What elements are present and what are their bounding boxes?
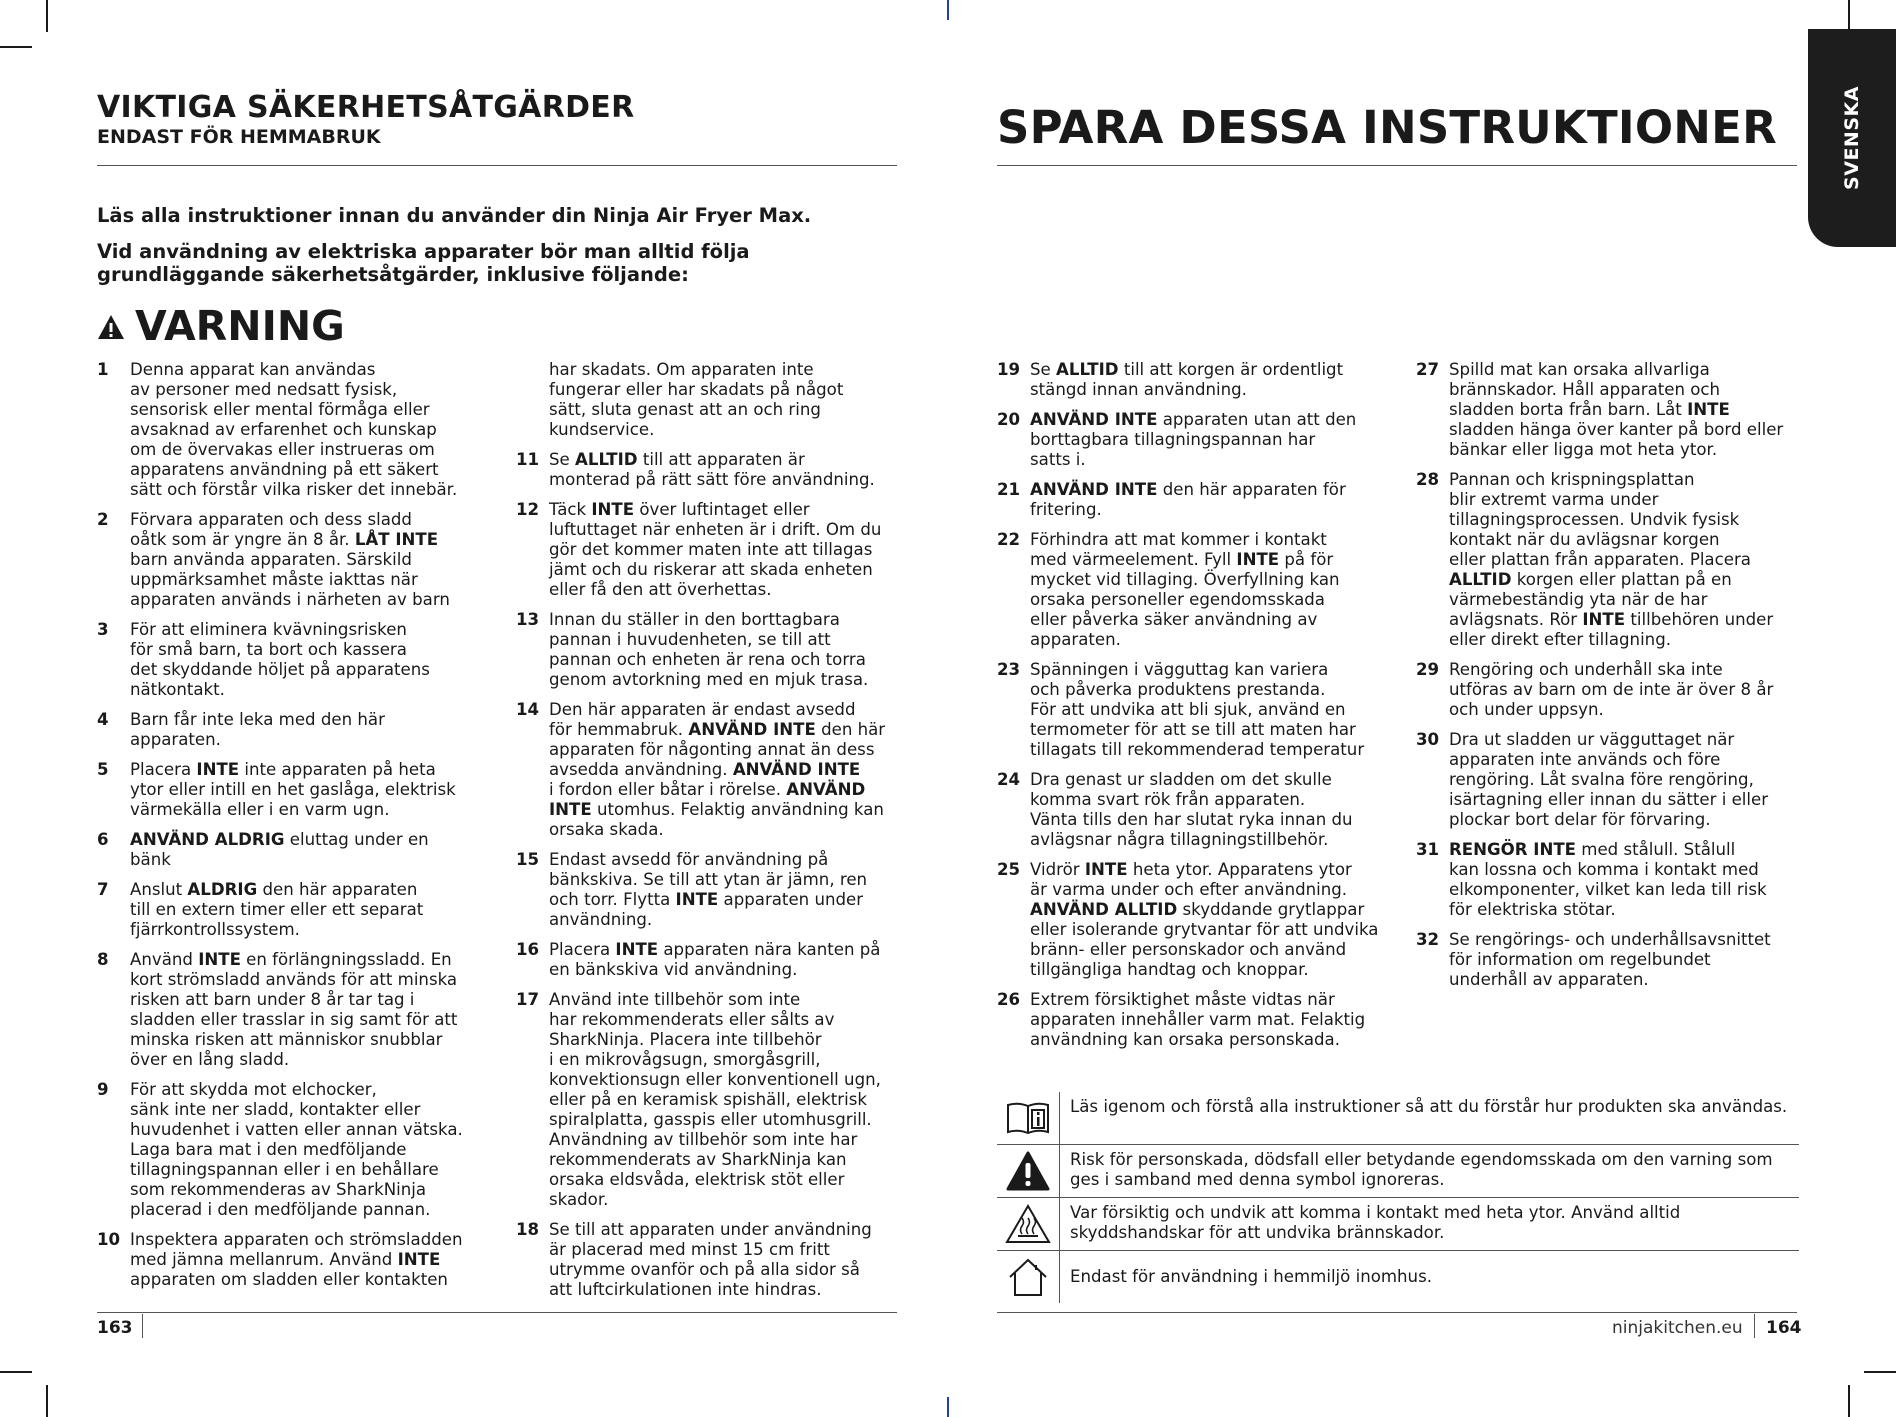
item-text: Se ALLTID till att apparaten är monterad på rätt sätt före användning.: [549, 450, 875, 489]
list-item: [516, 500, 906, 600]
item-number: 2: [97, 510, 109, 529]
list-item: [516, 360, 906, 440]
item-number: 23: [997, 660, 1021, 679]
list-item: [97, 760, 487, 820]
item-text: Den här apparaten är endast avsedd för hemmabruk. ANVÄND INTE den här apparaten för någonting annat än dess avsedda användning. ANVÄND INTE i fordon eller båtar i rörelse. ANVÄND INTE utomhus. Felaktig användning kan orsaka skada.: [549, 700, 886, 839]
header-rule-left: [97, 165, 897, 166]
crop-mark: [46, 0, 48, 32]
item-number: 8: [97, 950, 109, 969]
warning-heading: [97, 302, 345, 350]
page-number-right: 164: [1766, 1318, 1802, 1338]
item-number: 13: [516, 610, 540, 629]
item-number: 15: [516, 850, 540, 869]
intro-line-1: Läs alla instruktioner innan du använder din Ninja Air Fryer Max.: [97, 204, 812, 227]
symbol-description: Var försiktig och undvik att komma i kontakt med heta ytor. Använd alltid skyddshandskar för att undvika brännskador.: [1070, 1203, 1681, 1242]
item-number: 30: [1416, 730, 1440, 749]
list-item: [97, 710, 487, 750]
item-number: 7: [97, 880, 109, 899]
item-text: Dra ut sladden ur vägguttaget när apparaten inte används och före rengöring. Låt svalna före rengöring, isärtagning eller innan du sätter i eller plockar bort delar för förvaring.: [1449, 730, 1769, 829]
crop-mark: [46, 1385, 48, 1417]
list-item: [97, 1230, 487, 1290]
item-number: 10: [97, 1230, 121, 1249]
item-text: Anslut ALDRIG den här apparaten till en extern timer eller ett separat fjärrkontrollssystem.: [130, 880, 424, 939]
item-number: 5: [97, 760, 109, 779]
footer-rule-left: [97, 1312, 897, 1313]
list-item: [997, 770, 1387, 850]
item-number: 3: [97, 620, 109, 639]
item-number: 18: [516, 1220, 540, 1239]
item-number: 4: [97, 710, 109, 729]
column-2: [516, 360, 906, 1310]
list-item: [516, 1220, 906, 1300]
list-item: [997, 530, 1387, 650]
footer-divider: [1754, 1314, 1755, 1338]
item-text: Innan du ställer in den borttagbara pannan i huvudenheten, se till att pannan och enheten är rena och torra genom avtorkning med en mjuk trasa.: [549, 610, 869, 689]
item-number: 29: [1416, 660, 1440, 679]
warning-heading-label: VARNING: [135, 302, 345, 350]
item-text: Extrem försiktighet måste vidtas när apparaten innehåller varm mat. Felaktig användning kan orsaka personskada.: [1030, 990, 1366, 1049]
right-title: SPARA DESSA INSTRUKTIONER: [997, 101, 1777, 154]
item-number: 12: [516, 500, 540, 519]
crop-mark: [1848, 0, 1850, 32]
item-text: Använd INTE en förlängningssladd. En kort strömsladd används för att minska risken att barn under 8 år tar tag i sladden eller trasslar in sig samt för att minska risken att människor snubblar över en lång sladd.: [130, 950, 458, 1069]
item-text: RENGÖR INTE med stålull. Stålull kan lossna och komma i kontakt med elkomponenter, vilket kan leda till risk för elektriska stötar.: [1449, 840, 1767, 919]
item-text: Spilld mat kan orsaka allvarliga brännskador. Håll apparaten och sladden borta från barn. Låt INTE sladden hänga över kanter på bord eller bänkar eller ligga mot heta ytor.: [1449, 360, 1784, 459]
item-text: har skadats. Om apparaten inte fungerar eller har skadats på något sätt, sluta genast att an och ring kundservice.: [549, 360, 844, 439]
list-item: [997, 860, 1387, 980]
language-tab: [1808, 29, 1896, 247]
list-item: [516, 610, 906, 690]
page-number-left: 163: [97, 1318, 133, 1338]
symbol-table: [997, 1092, 1799, 1303]
crop-mark: [947, 0, 949, 20]
symbol-description: Endast för användning i hemmiljö inomhus.: [1070, 1267, 1432, 1286]
item-number: 1: [97, 360, 109, 379]
list-item: [97, 1080, 487, 1220]
symbol-description: Risk för personskada, dödsfall eller betydande egendomsskada om den varning som ges i samband med denna symbol ignoreras.: [1070, 1150, 1773, 1189]
item-text: ANVÄND INTE apparaten utan att den borttagbara tillagningspannan har satts i.: [1030, 410, 1357, 469]
item-number: 19: [997, 360, 1021, 379]
item-text: Rengöring och underhåll ska inte utföras av barn om de inte är över 8 år och under uppsyn.: [1449, 660, 1774, 719]
symbol-row: [997, 1145, 1799, 1198]
column-1: [97, 360, 487, 1300]
list-item: [997, 990, 1387, 1050]
list-item: [97, 830, 487, 870]
symbol-row: [997, 1251, 1799, 1303]
item-text: Se rengörings- och underhållsavsnittet för information om regelbundet underhåll av apparaten.: [1449, 930, 1771, 989]
item-text: Barn får inte leka med den här apparaten.: [130, 710, 385, 749]
intro-line-2: Vid användning av elektriska apparater bör man alltid följa grundläggande säkerhetsåtgärder, inklusive följande:: [97, 240, 750, 286]
item-number: 16: [516, 940, 540, 959]
list-item: [516, 700, 906, 840]
list-item: [97, 510, 487, 610]
crop-mark: [0, 1371, 32, 1373]
item-text: Placera INTE apparaten nära kanten på en bänkskiva vid användning.: [549, 940, 881, 979]
list-item: [1416, 840, 1806, 920]
left-subtitle: ENDAST FÖR HEMMABRUK: [97, 126, 381, 148]
list-item: [997, 660, 1387, 760]
language-tab-label: SVENSKA: [1841, 86, 1863, 190]
item-text: Denna apparat kan användas av personer med nedsatt fysisk, sensorisk eller mental förmåga eller avsaknad av erfarenhet och kunskap om de övervakas eller instrueras om apparatens användning på ett säkert sätt och förstår vilka risker det innebär.: [130, 360, 458, 499]
item-number: 26: [997, 990, 1021, 1009]
item-number: 24: [997, 770, 1021, 789]
item-text: Se till att apparaten under användning är placerad med minst 15 cm fritt utrymme ovanför och på alla sidor så att luftcirkulationen inte hindras.: [549, 1220, 872, 1299]
symbol-row: [997, 1092, 1799, 1145]
item-number: 31: [1416, 840, 1440, 859]
home-icon: [997, 1251, 1060, 1303]
list-item: [97, 620, 487, 700]
list-item: [516, 990, 906, 1210]
item-text: ANVÄND ALDRIG eluttag under en bänk: [130, 830, 429, 869]
item-text: För att eliminera kvävningsrisken för små barn, ta bort och kassera det skyddande höljet på apparatens nätkontakt.: [130, 620, 430, 699]
list-item: [516, 450, 906, 490]
list-item: [1416, 360, 1806, 460]
item-number: 17: [516, 990, 540, 1009]
list-item: [1416, 730, 1806, 830]
list-item: [97, 880, 487, 940]
symbol-row: [997, 1198, 1799, 1251]
crop-mark: [0, 46, 32, 48]
item-text: Använd inte tillbehör som inte har rekommenderats eller sålts av SharkNinja. Placera inte tillbehör i en mikrovågsugn, smorgåsgrill, konvektionsugn eller konventionell ugn, eller på en keramisk spishäll, elektrisk spiralplatta, gasspis eller utomhusgrill. Användning av tillbehör som inte har rekommenderats av SharkNinja kan orsaka eldsvåda, elektrisk stöt eller skador.: [549, 990, 881, 1209]
item-text: Förhindra att mat kommer i kontakt med värmeelement. Fyll INTE på för mycket vid tillaging. Överfyllning kan orsaka personeller egendomsskada eller påverka säker användning av apparaten.: [1030, 530, 1340, 649]
list-item: [1416, 470, 1806, 650]
item-text: Förvara apparaten och dess sladd oåtk som är yngre än 8 år. LÅT INTE barn använda apparaten. Särskild uppmärksamhet måste iakttas när apparaten används i närheten av barn: [130, 510, 450, 609]
left-title: VIKTIGA SÄKERHETSÅTGÄRDER: [97, 90, 635, 125]
crop-mark: [947, 1397, 949, 1417]
item-number: 32: [1416, 930, 1440, 949]
item-number: 6: [97, 830, 109, 849]
item-number: 9: [97, 1080, 109, 1099]
website-text: ninjakitchen.eu: [1612, 1318, 1743, 1338]
header-rule-right: [997, 165, 1797, 166]
list-item: [516, 850, 906, 930]
list-item: [997, 410, 1387, 470]
warning-triangle-icon: [97, 314, 125, 340]
list-item: [97, 360, 487, 500]
item-text: Endast avsedd för användning på bänkskiva. Se till att ytan är jämn, ren och torr. Flytta INTE apparaten under användning.: [549, 850, 868, 929]
item-text: Inspektera apparaten och strömsladden med jämna mellanrum. Använd INTE apparaten om sladden eller kontakten: [130, 1230, 463, 1289]
crop-mark: [1848, 1385, 1850, 1417]
item-text: Täck INTE över luftintaget eller luftuttaget när enheten är i drift. Om du gör det kommer maten inte att tillagas jämt och du riskerar att skada enheten eller få den att överhettas.: [549, 500, 882, 599]
item-text: För att skydda mot elchocker, sänk inte ner sladd, kontakter eller huvudenhet i vatten eller annan vätska. Laga bara mat i den medföljande tillagningspannan eller i en behållare som rekommenderas av SharkNinja placerad i den medföljande pannan.: [130, 1080, 463, 1219]
item-number: [516, 360, 549, 440]
item-text: Placera INTE inte apparaten på heta ytor eller intill en het gaslåga, elektrisk värmekälla eller i en varm ugn.: [130, 760, 456, 819]
item-text: Dra genast ur sladden om det skulle komma svart rök från apparaten. Vänta tills den har slutat ryka innan du avlägsnar några tillagningstillbehör.: [1030, 770, 1353, 849]
crop-mark: [1864, 1371, 1896, 1373]
item-number: 28: [1416, 470, 1440, 489]
item-text: Se ALLTID till att korgen är ordentligt stängd innan användning.: [1030, 360, 1344, 399]
symbol-description: Läs igenom och förstå alla instruktioner så att du förstår hur produkten ska användas.: [1070, 1097, 1788, 1116]
footer-rule-right: [997, 1312, 1797, 1313]
item-text: Spänningen i vägguttag kan variera och påverka produktens prestanda. För att undvika att bli sjuk, använd en termometer för att se till att maten har tillagats till rekommenderad temperatur: [1030, 660, 1365, 759]
item-number: 11: [516, 450, 540, 469]
list-item: [516, 940, 906, 980]
column-4: [1416, 360, 1806, 1000]
item-number: 22: [997, 530, 1021, 549]
item-number: 14: [516, 700, 540, 719]
list-item: [1416, 660, 1806, 720]
warning-triangle-icon: [997, 1145, 1060, 1197]
list-item: [997, 360, 1387, 400]
list-item: [1416, 930, 1806, 990]
hot-surface-icon: [997, 1198, 1060, 1250]
read-manual-icon: [997, 1092, 1060, 1144]
item-number: 27: [1416, 360, 1440, 379]
column-3: [997, 360, 1387, 1060]
item-number: 21: [997, 480, 1021, 499]
list-item: [997, 480, 1387, 520]
item-number: 25: [997, 860, 1021, 879]
footer-divider: [142, 1314, 143, 1338]
item-text: Vidrör INTE heta ytor. Apparatens ytor är varma under och efter användning. ANVÄND ALLTID skyddande grytlappar eller isolerande grytvantar för att undvika bränn- eller personskador och använd tillgängliga handtag och knoppar.: [1030, 860, 1379, 979]
item-number: 20: [997, 410, 1021, 429]
item-text: Pannan och krispningsplattan blir extremt varma under tillagningsprocessen. Undvik fysisk kontakt när du avlägsnar korgen eller plattan från apparaten. Placera ALLTID korgen eller plattan på en värmebeständig yta när de har avlägsnats. Rör INTE tillbehören under eller direkt efter tillagning.: [1449, 470, 1774, 649]
list-item: [97, 950, 487, 1070]
item-text: ANVÄND INTE den här apparaten för fritering.: [1030, 480, 1346, 519]
